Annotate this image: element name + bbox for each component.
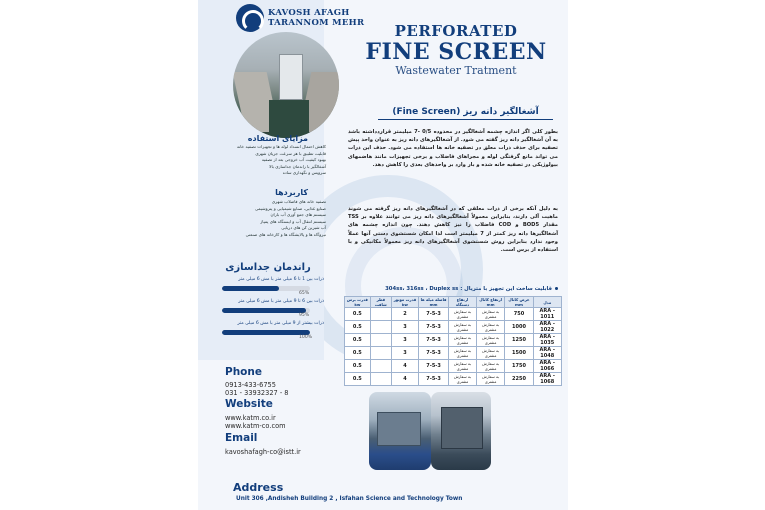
table-cell: 1250: [505, 334, 533, 347]
bar-fill-3: [222, 330, 310, 335]
title-line2: FINE SCREEN: [365, 39, 547, 65]
bar-pct-3: 100%: [299, 335, 313, 340]
address-heading: Address: [233, 481, 284, 494]
table-cell: [370, 360, 391, 373]
installation-photo-1: [369, 392, 431, 470]
applications-heading: کاربردها: [275, 188, 308, 197]
table-row: [345, 373, 562, 386]
product-photo: [233, 32, 339, 138]
table-cell: [370, 334, 391, 347]
table-cell: 750: [505, 308, 533, 321]
table-header: قدرت موتور kw: [392, 297, 419, 308]
table-cell: به سفارش مشتری: [449, 321, 476, 334]
table-header: عرض کانال mm: [505, 297, 533, 308]
table-cell: [370, 308, 391, 321]
phone-number[interactable]: 031 - 33932327 - 8: [225, 389, 289, 397]
benefit-item: آشغالگیر با راندمان جداسازی بالا: [269, 163, 326, 169]
bar-label-3: ذرات بیشتر از 9 میلی متر با مش 6 میلی متر: [237, 321, 324, 326]
table-cell: 0.5: [345, 360, 371, 373]
application-item: تصفیه خانه های فاضلاب شهری: [271, 199, 326, 204]
company-name: KAVOSH AFAGH TARANNOM MEHR: [268, 8, 365, 28]
website-heading: Website: [225, 398, 273, 410]
second-paragraph: به دلیل آنکه برخی از ذرات معلقی که در آشغالگیرهای دانه ریز گرفته می شوند ماهیت آلی دارند، بنابراین معمولاً آشغالگیرهای دانه ریز می توانند علاوه بر TSS مقدار BOD5 و COD فاضلاب را نیز کاهش دهند. چون اندازه چشمه های آشغالگیرها دانه ریز کمتر از 7 میلیمتر است لذا امکان شستشوی دستی آنها عملاً وجود ندارد بنابراین روش شستشوی آشغالگیرهای دانه ریز معمولاً مکانیکی و با استفاده از برس است.: [348, 206, 559, 254]
website-values: [225, 414, 286, 430]
table-header: فاصله میله ها mm: [418, 297, 448, 308]
bar-fill-1: [222, 286, 279, 291]
title-line1: PERFORATED: [394, 22, 518, 40]
table-cell: [370, 321, 391, 334]
table-cell: ARA - 1048: [533, 347, 561, 360]
persian-title: آشغالگیر دانه ریز (Fine Screen): [378, 107, 553, 120]
phone-number[interactable]: 0913-433-6755: [225, 381, 276, 389]
separation-heading: راندمان جداسازی: [225, 262, 311, 273]
table-cell: ARA - 1068: [533, 373, 561, 386]
table-cell: 7-5-3: [418, 373, 448, 386]
table-cell: به سفارش مشتری: [476, 308, 505, 321]
benefit-item: کاهش احتمال انسداد لوله ها و تجهیزات تصفیه خانه: [236, 144, 326, 149]
table-cell: 7-5-3: [418, 360, 448, 373]
table-cell: 4: [392, 360, 419, 373]
table-cell: به سفارش مشتری: [449, 347, 476, 360]
table-header: قطر شافت: [370, 297, 391, 308]
spec-table: [344, 296, 562, 386]
table-cell: به سفارش مشتری: [449, 334, 476, 347]
applications-list: [208, 199, 326, 239]
table-cell: ARA - 1035: [533, 334, 561, 347]
bar-track-1: [222, 286, 310, 291]
table-cell: 0.5: [345, 321, 371, 334]
intro-paragraph: بطور کلی اگر اندازه چشمه آشغالگیر در محدوده 0/5 -7 میلیمتر قراردداشته باشد به آن آشغالگیر دانه ریز گفته می شود. از آشغالگیرهای دانه ریز به عنوان واحد پیش تصفیه برای حذف ذرات معلق در تصفیه خانه ها استفاده می شود. حذف این ذرات می تواند مانع گرفتگی لوله و مجراهای فاضلاب و برخی تجهیزات مانند هاضمهای بیولوژیکی در تصفیه خانه شده و بار وارد بر واحدهای بعدی را کاهش دهد.: [348, 129, 558, 168]
table-cell: 3: [392, 334, 419, 347]
table-cell: 2: [392, 308, 419, 321]
bullet-icon: [555, 287, 558, 290]
phone-heading: Phone: [225, 366, 262, 378]
table-cell: به سفارش مشتری: [449, 360, 476, 373]
bar-label-2: ذرات بین 6 تا 9 میلی متر با مش 6 میلی متر: [238, 299, 324, 304]
benefit-item: قابلیت تطبیق با هر سرعت جریان شهری: [255, 150, 326, 156]
bar-pct-1: 65%: [299, 291, 310, 296]
application-item: صنایع غذایی، صنایع شیمیایی و پتروشیمی: [254, 205, 326, 211]
table-cell: ARA - 1066: [533, 360, 561, 373]
table-cell: به سفارش مشتری: [476, 347, 505, 360]
table-cell: به سفارش مشتری: [476, 321, 505, 334]
table-row: [345, 308, 562, 321]
address-value: Unit 306 ,Andisheh Building 2 , Isfahan Science and Technology Town: [236, 496, 463, 502]
table-row: [345, 334, 562, 347]
material-note: قابلیت ساخت این تجهیز با متریال : 304ss، 316ss ، Duplex ss: [348, 286, 558, 292]
spec-table-body: [345, 308, 562, 386]
application-item: سیستم های جمع آوری آب باران: [270, 212, 326, 218]
benefit-item: سرویس و نگهداری ساده: [282, 170, 326, 176]
title-line3: Wastewater Tratment: [395, 64, 517, 77]
table-cell: 1000: [505, 321, 533, 334]
table-cell: [370, 347, 391, 360]
website-link[interactable]: www.katm-co.com: [225, 422, 286, 430]
table-cell: 0.5: [345, 334, 371, 347]
email-link[interactable]: kavoshafagh-co@istt.ir: [225, 448, 301, 456]
application-item: سیستم انتقال آب و ایستگاه های پمپاژ: [260, 218, 326, 224]
application-item: آب شیرین کن های دریایی: [281, 225, 326, 231]
table-cell: به سفارش مشتری: [449, 373, 476, 386]
bar-label-1: ذرات بین 1 تا 6 میلی متر با مش 6 میلی متر: [238, 277, 324, 282]
application-item: نیروگاه ها و پالایشگاه ها و کارخانه های صنعتی: [245, 231, 326, 237]
table-cell: 1750: [505, 360, 533, 373]
table-header: ارتفاع دستگاه: [449, 297, 476, 308]
table-cell: ARA - 1022: [533, 321, 561, 334]
table-cell: 0.5: [345, 347, 371, 360]
table-cell: 0.5: [345, 373, 371, 386]
table-cell: [370, 373, 391, 386]
table-cell: 4: [392, 373, 419, 386]
table-cell: به سفارش مشتری: [476, 360, 505, 373]
table-header-row: [345, 297, 562, 308]
logo-icon: [236, 4, 264, 32]
table-cell: 2250: [505, 373, 533, 386]
table-cell: 7-5-3: [418, 334, 448, 347]
table-header: ارتفاع کانال mm: [476, 297, 505, 308]
installation-photo-2: [431, 392, 491, 470]
table-row: [345, 347, 562, 360]
table-cell: به سفارش مشتری: [476, 334, 505, 347]
phone-values: [225, 381, 288, 397]
table-cell: 0.5: [345, 308, 371, 321]
bar-track-2: [222, 308, 310, 313]
bar-track-3: [222, 330, 310, 335]
table-header: قدرت برس kw: [345, 297, 371, 308]
table-row: [345, 321, 562, 334]
bar-fill-2: [222, 308, 306, 313]
table-cell: 7-5-3: [418, 308, 448, 321]
table-cell: 7-5-3: [418, 321, 448, 334]
bar-pct-2: 95%: [299, 313, 310, 318]
brochure-page: [198, 0, 568, 510]
benefit-item: بهبود کیفیت آب خروجی بعد از تصفیه: [261, 157, 326, 163]
title-block: [346, 22, 566, 77]
table-cell: 1500: [505, 347, 533, 360]
benefits-list: [218, 144, 326, 177]
table-row: [345, 360, 562, 373]
table-cell: به سفارش مشتری: [476, 373, 505, 386]
table-header: مدل: [533, 297, 561, 308]
website-link[interactable]: www.katm.co.ir: [225, 414, 276, 422]
table-cell: ARA - 1011: [533, 308, 561, 321]
table-cell: 3: [392, 347, 419, 360]
table-cell: 3: [392, 321, 419, 334]
benefits-heading: مزایای استفاده: [247, 134, 308, 143]
table-cell: به سفارش مشتری: [449, 308, 476, 321]
email-heading: Email: [225, 432, 258, 444]
table-cell: 7-5-3: [418, 347, 448, 360]
